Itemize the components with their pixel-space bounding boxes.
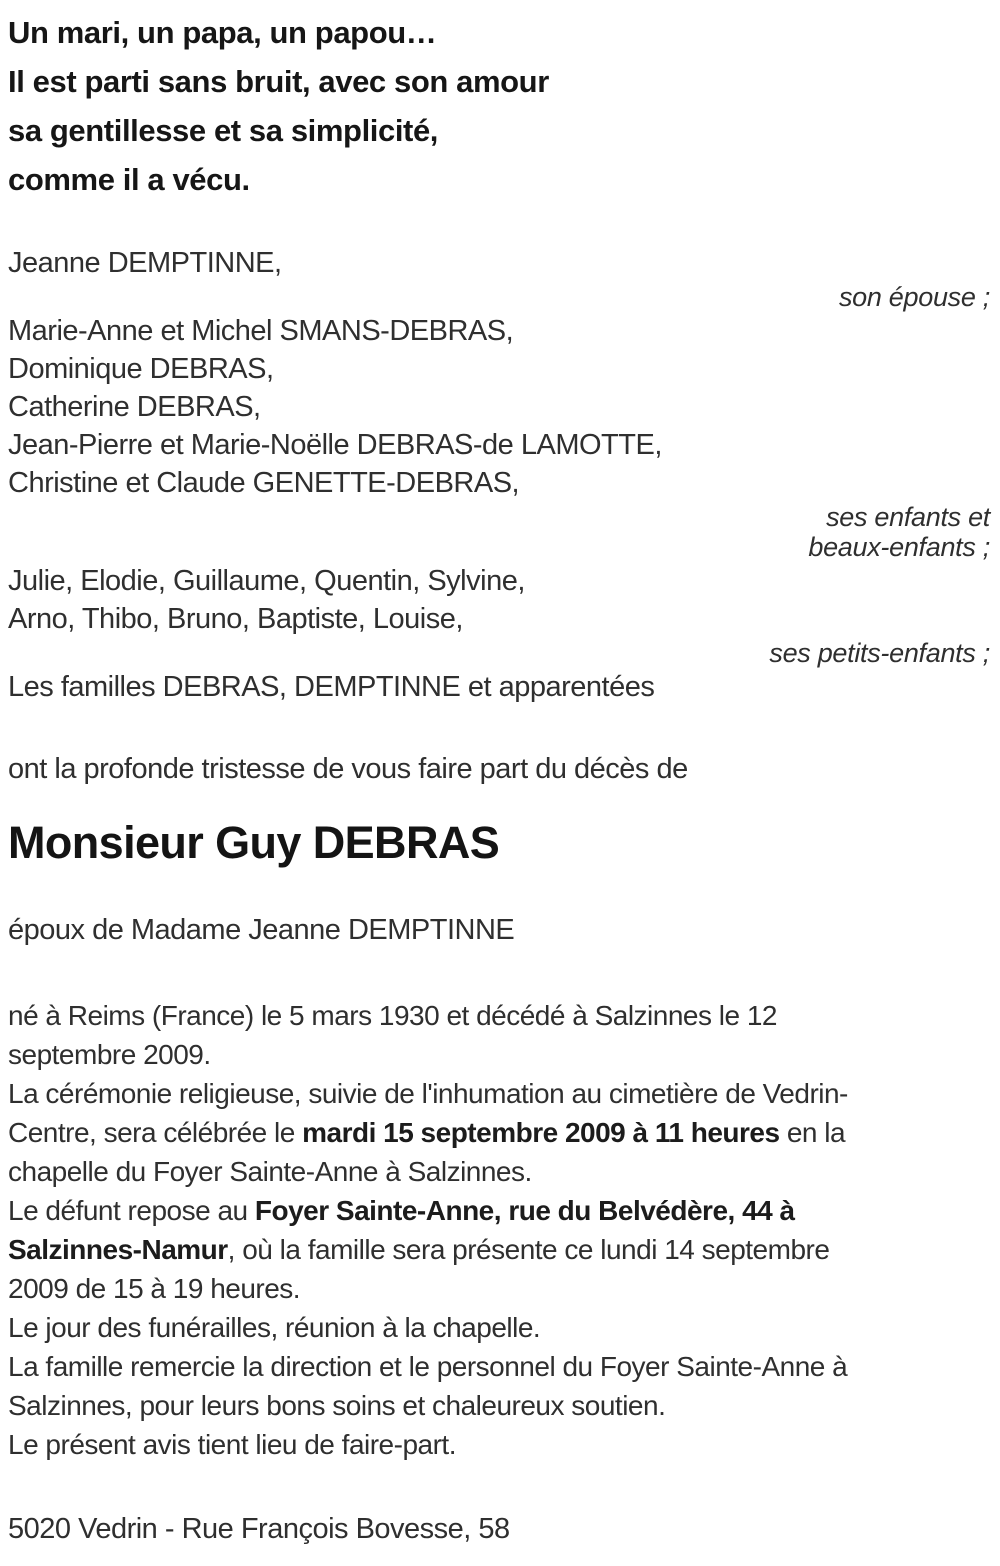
families-line: Les familles DEBRAS, DEMPTINNE et apparentées bbox=[8, 671, 655, 703]
detail-text: Le défunt repose au bbox=[8, 1195, 255, 1226]
detail-line: La famille remercie la direction et le personnel du Foyer Sainte-Anne à bbox=[8, 1351, 848, 1382]
detail-line bbox=[8, 1191, 990, 1230]
grandchildren-role: ses petits-enfants ; bbox=[769, 638, 990, 668]
detail-text: en la bbox=[779, 1117, 846, 1148]
detail-line: La cérémonie religieuse, suivie de l'inhumation au cimetière de Vedrin- bbox=[8, 1078, 848, 1109]
grandchild-names: Arno, Thibo, Bruno, Baptiste, Louise, bbox=[8, 603, 463, 635]
detail-line: Salzinnes, pour leurs bons soins et chaleureux soutien. bbox=[8, 1390, 666, 1421]
announcement-text: ont la profonde tristesse de vous faire part du décès de bbox=[8, 753, 688, 785]
intro-line: sa gentillesse et sa simplicité, bbox=[8, 113, 439, 148]
detail-line: septembre 2009. bbox=[8, 1039, 211, 1070]
footer-address: 5020 Vedrin - Rue François Bovesse, 58 bbox=[8, 1513, 510, 1545]
ceremony-date-bold: mardi 15 septembre 2009 à 11 heures bbox=[302, 1117, 780, 1148]
details-block bbox=[8, 996, 990, 1464]
intro-verse bbox=[8, 8, 990, 204]
children-role: beaux-enfants ; bbox=[808, 532, 990, 562]
intro-line: comme il a vécu. bbox=[8, 162, 250, 197]
child-name: Christine et Claude GENETTE-DEBRAS, bbox=[8, 467, 520, 499]
intro-line: Un mari, un papa, un papou… bbox=[8, 15, 437, 50]
detail-line bbox=[8, 1230, 990, 1269]
detail-line: Le présent avis tient lieu de faire-part. bbox=[8, 1429, 456, 1460]
family-list bbox=[8, 244, 990, 706]
child-name: Jean-Pierre et Marie-Noëlle DEBRAS-de LAMOTTE, bbox=[8, 429, 662, 461]
spouse-role: son épouse ; bbox=[838, 282, 990, 312]
grandchild-names: Julie, Elodie, Guillaume, Quentin, Sylvine, bbox=[8, 565, 525, 597]
child-name: Marie-Anne et Michel SMANS-DEBRAS, bbox=[8, 315, 514, 347]
detail-line: Le jour des funérailles, réunion à la chapelle. bbox=[8, 1312, 541, 1343]
detail-text: Centre, sera célébrée le bbox=[8, 1117, 303, 1148]
detail-line: 2009 de 15 à 19 heures. bbox=[8, 1273, 301, 1304]
child-name: Catherine DEBRAS, bbox=[8, 391, 261, 423]
repose-place-bold: Foyer Sainte-Anne, rue du Belvédère, 44 à bbox=[254, 1195, 795, 1226]
repose-place-bold: Salzinnes-Namur bbox=[8, 1234, 228, 1265]
deceased-name-heading: Monsieur Guy DEBRAS bbox=[8, 817, 500, 868]
detail-line bbox=[8, 1113, 990, 1152]
spouse-name: Jeanne DEMPTINNE, bbox=[8, 247, 282, 279]
intro-line: Il est parti sans bruit, avec son amour bbox=[8, 64, 549, 99]
detail-line: né à Reims (France) le 5 mars 1930 et décédé à Salzinnes le 12 bbox=[8, 1000, 777, 1031]
child-name: Dominique DEBRAS, bbox=[8, 353, 274, 385]
detail-text: , où la famille sera présente ce lundi 14 septembre bbox=[227, 1234, 830, 1265]
detail-line: chapelle du Foyer Sainte-Anne à Salzinnes. bbox=[8, 1156, 532, 1187]
children-role: ses enfants et bbox=[826, 502, 990, 532]
spouse-of-line: époux de Madame Jeanne DEMPTINNE bbox=[8, 914, 515, 946]
